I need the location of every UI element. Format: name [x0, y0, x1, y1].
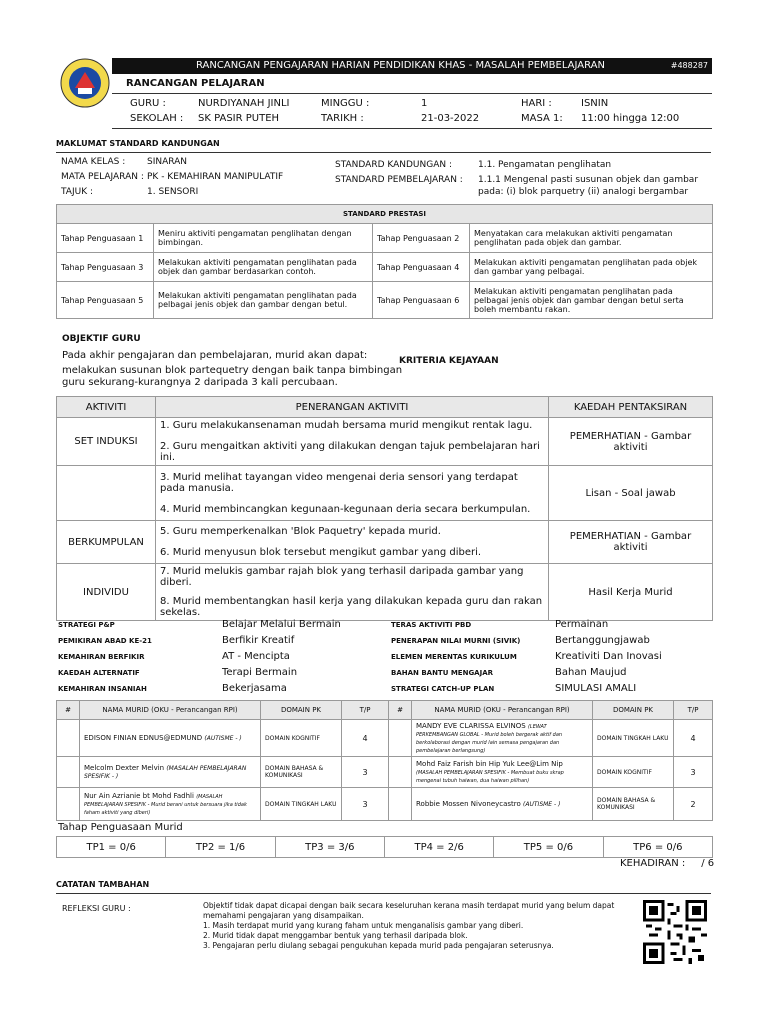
murid-name-text: MANDY EVE CLARISSA ELVINOS — [416, 722, 526, 730]
murid-domain: DOMAIN BAHASA & KOMUNIKASI — [593, 788, 674, 821]
step: 5. Guru memperkenalkan 'Blok Paquetry' kepada murid. — [160, 526, 441, 537]
tp-count: TP2 = 1/6 — [166, 837, 275, 858]
row-no — [389, 757, 412, 788]
strategi-row — [58, 683, 713, 699]
strategi-value: Bertanggungjawab — [555, 635, 650, 646]
header-banner — [112, 58, 712, 74]
tp-label: Tahap Penguasaan 3 — [57, 253, 154, 282]
tajuk-value: 1. SENSORI — [147, 187, 199, 197]
objektif-line1: Pada akhir pengajaran dan pembelajaran, murid akan dapat: — [62, 350, 368, 361]
strategi-value: Kreativiti Dan Inovasi — [555, 651, 662, 662]
aktiviti-desc — [156, 418, 549, 466]
refleksi-label: REFLEKSI GURU : — [62, 904, 131, 913]
table-row — [57, 282, 713, 319]
row-no — [57, 757, 80, 788]
strategi-label: STRATEGI P&P — [58, 621, 115, 629]
kaedah: Hasil Kerja Murid — [549, 564, 713, 621]
strategi-label: BAHAN BANTU MENGAJAR — [391, 669, 494, 677]
tp-desc: Melakukan aktiviti pengamatan penglihatan pada pelbagai jenis objek dan gambar dengan betul. — [154, 282, 373, 319]
murid-name — [80, 720, 261, 757]
aktiviti-desc — [156, 564, 549, 621]
strategi-label: ELEMEN MERENTAS KURIKULUM — [391, 653, 517, 661]
murid-note: (AUTISME - ) — [204, 735, 242, 742]
row-no — [389, 720, 412, 757]
murid-tp: 3 — [342, 788, 389, 821]
aktiviti-name: BERKUMPULAN — [57, 521, 156, 564]
sp-value-2: pada: (i) blok parquetry (ii) analogi bergambar — [478, 187, 689, 197]
col-penerangan: PENERANGAN AKTIVITI — [156, 397, 549, 418]
step: 7. Murid melukis gambar rajah blok yang terhasil daripada gambar yang diberi. — [160, 566, 524, 588]
murid-note: (LEWAT PERKEMBANGAN GLOBAL - Murid boleh bergerak aktif dan berkolaborasi dengan murid lain semasa pengajaran dan pembelajaran berlangsung) — [416, 724, 563, 754]
tarikh-label: TARIKH : — [321, 113, 364, 124]
sk-value: 1.1. Pengamatan penglihatan — [478, 160, 612, 170]
col-nama: NAMA MURID (OKU - Perancangan RPI) — [80, 701, 261, 720]
tarikh-value: 21-03-2022 — [421, 113, 480, 124]
murid-tp: 3 — [674, 757, 713, 788]
tp-desc: Melakukan aktiviti pengamatan penglihatan pada pelbagai jenis objek dan gambar dengan betul serta boleh membantu rakan. — [470, 282, 713, 319]
tp-count: TP1 = 0/6 — [57, 837, 166, 858]
refleksi-line: 3. Pengajaran perlu diulang sebagai pengukuhan kepada murid pada pengajaran seterusnya. — [203, 941, 554, 950]
mp-label: MATA PELAJARAN : — [61, 172, 144, 182]
hari-value: ISNIN — [581, 98, 609, 109]
objektif-line3: guru sekurang-kurangnya 2 daripada 3 kali percubaan. — [62, 377, 338, 388]
sekolah-label: SEKOLAH : — [130, 113, 184, 124]
murid-note: (MASALAH PEMBELAJARAN SPESIFIK - ) — [84, 765, 247, 780]
murid-name — [412, 757, 593, 788]
step: 6. Murid menyusun blok tersebut mengikut gambar yang diberi. — [160, 547, 482, 558]
guru-label: GURU : — [130, 98, 166, 109]
table-row — [57, 720, 713, 757]
strategi-row — [58, 667, 713, 683]
aktiviti-name: SET INDUKSI — [57, 418, 156, 466]
col-tp: T/P — [342, 701, 389, 720]
minggu-value: 1 — [421, 98, 428, 109]
murid-name — [80, 757, 261, 788]
tp-label: Tahap Penguasaan 4 — [373, 253, 470, 282]
page-title: RANCANGAN PELAJARAN — [126, 78, 265, 89]
strategi-row — [58, 651, 713, 667]
strategi-label: STRATEGI CATCH-UP PLAN — [391, 685, 495, 693]
strategi-row — [58, 619, 713, 635]
murid-name — [412, 720, 593, 757]
strategi-label: KEMAHIRAN BERFIKIR — [58, 653, 145, 661]
strategi-label: KEMAHIRAN INSANIAH — [58, 685, 147, 693]
maklumat-title: MAKLUMAT STANDARD KANDUNGAN — [56, 139, 220, 148]
sekolah-value: SK PASIR PUTEH — [198, 113, 280, 124]
divider — [56, 893, 711, 894]
col-nama: NAMA MURID (OKU - Perancangan RPI) — [412, 701, 593, 720]
step: 8. Murid membentangkan hasil kerja yang dilakukan kepada guru dan rakan sekelas. — [160, 596, 543, 618]
prestasi-title: STANDARD PRESTASI — [57, 205, 713, 224]
murid-tp: 4 — [674, 720, 713, 757]
murid-table — [56, 700, 713, 821]
tp-desc: Melakukan aktiviti pengamatan penglihatan pada objek dan gambar berdasarkan contoh. — [154, 253, 373, 282]
tp-label: Tahap Penguasaan 1 — [57, 224, 154, 253]
aktiviti-name: INDIVIDU — [57, 564, 156, 621]
minggu-label: MINGGU : — [321, 98, 370, 109]
divider — [56, 152, 711, 153]
col-domain: DOMAIN PK — [593, 701, 674, 720]
strategi-value: Berfikir Kreatif — [222, 635, 295, 646]
tajuk-label: TAJUK : — [61, 187, 93, 197]
col-no: # — [57, 701, 80, 720]
masa-label: MASA 1: — [521, 113, 563, 124]
aktiviti-table — [56, 396, 713, 621]
aktiviti-name — [57, 466, 156, 521]
strategi-value: Permainan — [555, 619, 609, 630]
row-no — [57, 720, 80, 757]
tp-count: TP5 = 0/6 — [494, 837, 603, 858]
murid-domain: DOMAIN KOGNITIF — [261, 720, 342, 757]
strategi-value: Bekerjasama — [222, 683, 287, 694]
strategi-label: TERAS AKTIVITI PBD — [391, 621, 472, 629]
murid-name — [80, 788, 261, 821]
aktiviti-desc — [156, 521, 549, 564]
table-row — [57, 757, 713, 788]
murid-domain: DOMAIN TINGKAH LAKU — [593, 720, 674, 757]
murid-tp: 4 — [342, 720, 389, 757]
tp-count: TP3 = 3/6 — [275, 837, 384, 858]
guru-value: NURDIYANAH JINLI — [198, 98, 290, 109]
row-no — [389, 788, 412, 821]
murid-note: (MASALAH PEMBELAJARAN SPESIFIK - Membuat buku skrap mengenai tubuh haiwan, dua haiwan pilihan) — [416, 770, 564, 784]
kriteria-title: KRITERIA KEJAYAAN — [399, 356, 499, 366]
catatan-title: CATATAN TAMBAHAN — [56, 880, 150, 889]
kaedah: PEMERHATIAN - Gambar aktiviti — [549, 521, 713, 564]
strategi-value: Terapi Bermain — [222, 667, 298, 678]
strategi-label: PEMIKIRAN ABAD KE-21 — [58, 637, 152, 645]
tahap-title: Tahap Penguasaan Murid — [58, 822, 183, 833]
kaedah: PEMERHATIAN - Gambar aktiviti — [549, 418, 713, 466]
masa-value: 11:00 hingga 12:00 — [581, 113, 680, 124]
sp-label: STANDARD PEMBELAJARAN : — [335, 175, 463, 185]
step: 2. Guru mengaitkan aktiviti yang dilakukan dengan tajuk pembelajaran hari ini. — [160, 441, 540, 463]
murid-tp: 2 — [674, 788, 713, 821]
murid-tp: 3 — [342, 757, 389, 788]
tp-desc: Menyatakan cara melakukan aktiviti pengamatan penglihatan pada objek dan gambar. — [470, 224, 713, 253]
tp-desc: Meniru aktiviti pengamatan penglihatan dengan bimbingan. — [154, 224, 373, 253]
col-domain: DOMAIN PK — [261, 701, 342, 720]
strategi-label: PENERAPAN NILAI MURNI (SIVIK) — [391, 637, 521, 645]
col-kaedah: KAEDAH PENTAKSIRAN — [549, 397, 713, 418]
tp-desc: Melakukan aktiviti pengamatan penglihatan pada objek dan gambar yang pelbagai. — [470, 253, 713, 282]
murid-note: (MASALAH PEMBELAJARAN SPESIFIK - Murid berani untuk bersuara jika tidak faham aktiviti yang diberi) — [84, 794, 247, 816]
strategi-row — [58, 635, 713, 651]
col-no: # — [389, 701, 412, 720]
kelas-label: NAMA KELAS : — [61, 157, 126, 167]
murid-name-text: EDISON FINIAN EDNUS@EDMUND — [84, 734, 203, 742]
murid-domain: DOMAIN KOGNITIF — [593, 757, 674, 788]
row-no — [57, 788, 80, 821]
strategi-value: Belajar Melalui Bermain — [222, 619, 341, 630]
kehadiran: KEHADIRAN : / 6 — [620, 858, 715, 869]
sk-label: STANDARD KANDUNGAN : — [335, 160, 453, 170]
murid-domain: DOMAIN BAHASA & KOMUNIKASI — [261, 757, 342, 788]
table-row — [57, 253, 713, 282]
refleksi-line: 1. Masih terdapat murid yang kurang faham untuk menganalisis gambar yang diberi. — [203, 921, 524, 930]
divider — [112, 128, 712, 129]
kaedah: Lisan - Soal jawab — [549, 466, 713, 521]
murid-note: (AUTISME - ) — [523, 801, 561, 808]
kelas-value: SINARAN — [147, 157, 188, 167]
mp-value: PK - KEMAHIRAN MANIPULATIF — [147, 172, 284, 182]
table-row — [57, 224, 713, 253]
refleksi-line: 2. Murid tidak dapat menggambar bentuk yang terhasil daripada blok. — [203, 931, 468, 940]
hari-label: HARI : — [521, 98, 552, 109]
murid-name — [412, 788, 593, 821]
tp-label: Tahap Penguasaan 5 — [57, 282, 154, 319]
murid-domain: DOMAIN TINGKAH LAKU — [261, 788, 342, 821]
step: 4. Murid membincangkan kegunaan-kegunaan deria secara berkumpulan. — [160, 503, 531, 515]
table-row — [57, 521, 713, 564]
sp-value-1: 1.1.1 Mengenal pasti susunan objek dan gambar — [478, 175, 699, 185]
school-logo — [60, 58, 110, 108]
tp-label: Tahap Penguasaan 2 — [373, 224, 470, 253]
strategi-label: KAEDAH ALTERNATIF — [58, 669, 140, 677]
refleksi-text — [203, 901, 633, 951]
table-row — [57, 564, 713, 621]
aktiviti-desc — [156, 466, 549, 521]
document-id: #488287 — [670, 61, 708, 70]
divider — [112, 93, 712, 94]
murid-name-text: Mohd Faiz Farish bin Hip Yuk Lee@Lim Nip — [416, 760, 563, 768]
col-tp: T/P — [674, 701, 713, 720]
qr-code-icon — [640, 900, 710, 964]
standard-prestasi-table — [56, 204, 713, 319]
objektif-title: OBJEKTIF GURU — [62, 334, 141, 344]
refleksi-line: memahami pengajaran yang disampaikan. — [203, 911, 364, 920]
step: 1. Guru melakukansenaman mudah bersama murid mengikut rentak lagu. — [160, 420, 533, 431]
murid-name-text: Melcolm Dexter Melvin — [84, 764, 165, 772]
tahap-table — [56, 836, 713, 858]
table-row — [57, 418, 713, 466]
col-aktiviti: AKTIVITI — [57, 397, 156, 418]
tp-count: TP4 = 2/6 — [384, 837, 493, 858]
strategi-value: Bahan Maujud — [555, 667, 627, 678]
table-row — [57, 837, 713, 858]
strategi-section — [58, 619, 713, 699]
murid-name-text: Nur Ain Azrianie bt Mohd Fadhli — [84, 792, 194, 800]
banner-title: RANCANGAN PENGAJARAN HARIAN PENDIDIKAN KHAS - MASALAH PEMBELAJARAN — [196, 60, 605, 71]
tp-label: Tahap Penguasaan 6 — [373, 282, 470, 319]
refleksi-line: Objektif tidak dapat dicapai dengan baik secara keseluruhan kerana masih terdapat murid yang belum dapat — [203, 901, 615, 910]
strategi-value: SIMULASI AMALI — [555, 683, 637, 694]
table-row — [57, 788, 713, 821]
objektif-line2: melakukan susunan blok partequetry dengan baik tanpa bimbingan — [62, 365, 403, 376]
table-row — [57, 466, 713, 521]
tp-count: TP6 = 0/6 — [603, 837, 712, 858]
murid-name-text: Robbie Mossen Nivoneycastro — [416, 800, 521, 808]
step: 3. Murid melihat tayangan video mengenai deria sensori yang terdapat pada manusia. — [160, 471, 518, 494]
strategi-value: AT - Mencipta — [222, 651, 290, 662]
